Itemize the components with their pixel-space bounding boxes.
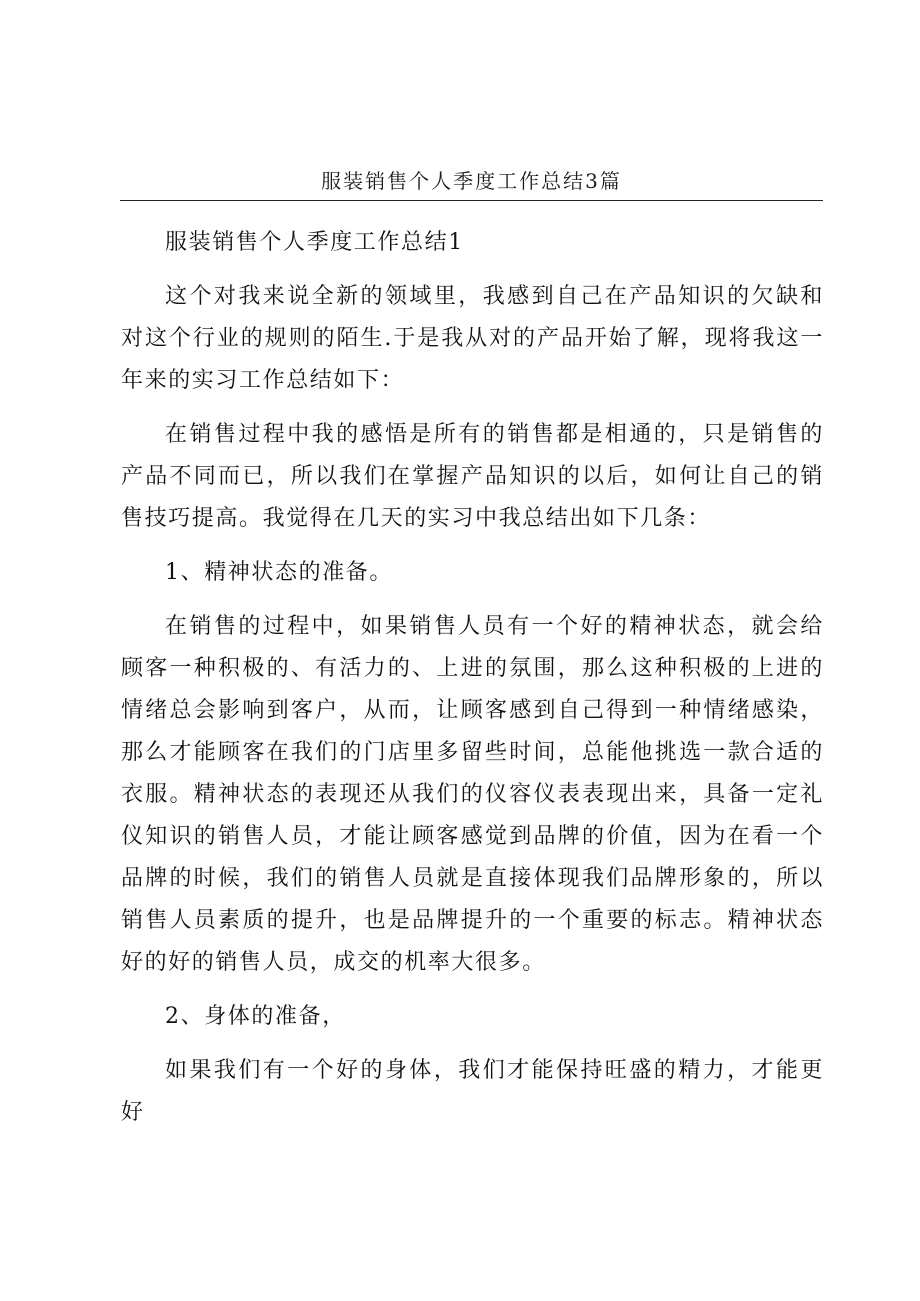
paragraph-4: 如果我们有一个好的身体，我们才能保持旺盛的精力，才能更好 — [121, 1058, 824, 1125]
section-title: 服装销售个人季度工作总结1 — [165, 230, 464, 255]
page-header — [120, 168, 823, 201]
paragraph-1: 这个对我来说全新的领域里，我感到自己在产品知识的欠缺和对这个行业的规则的陌生.于是我从对的产品开始了解，现将我这一年来的实习工作总结如下： — [121, 284, 824, 393]
document-body — [121, 222, 824, 1134]
paragraph-2: 在销售过程中我的感悟是所有的销售都是相通的，只是销售的产品不同而已，所以我们在掌握产品知识的以后，如何让自己的销售技巧提高。我觉得在几天的实习中我总结出如下几条： — [121, 422, 824, 531]
paragraph-3: 在销售的过程中，如果销售人员有一个好的精神状态，就会给顾客一种积极的、有活力的、上进的氛围，那么这种积极的上进的情绪总会影响到客户，从而，让顾客感到自己得到一种情绪感染，那么才能顾客在我们的门店里多留些时间，总能他挑选一款合适的衣服。精神状态的表现还从我们的仪容仪表表现出来，具备一定礼仪知识的销售人员，才能让顾客感觉到品牌的价值，因为在看一个品牌的时候，我们的销售人员就是直接体现我们品牌形象的，所以销售人员素质的提升，也是品牌提升的一个重要的标志。精神状态好的好的销售人员，成交的机率大很多。 — [121, 614, 824, 975]
list-heading-2: 2、身体的准备， — [165, 1004, 346, 1029]
list-heading-1: 1、精神状态的准备。 — [165, 560, 393, 585]
header-title: 服装销售个人季度工作总结3篇 — [321, 169, 622, 193]
